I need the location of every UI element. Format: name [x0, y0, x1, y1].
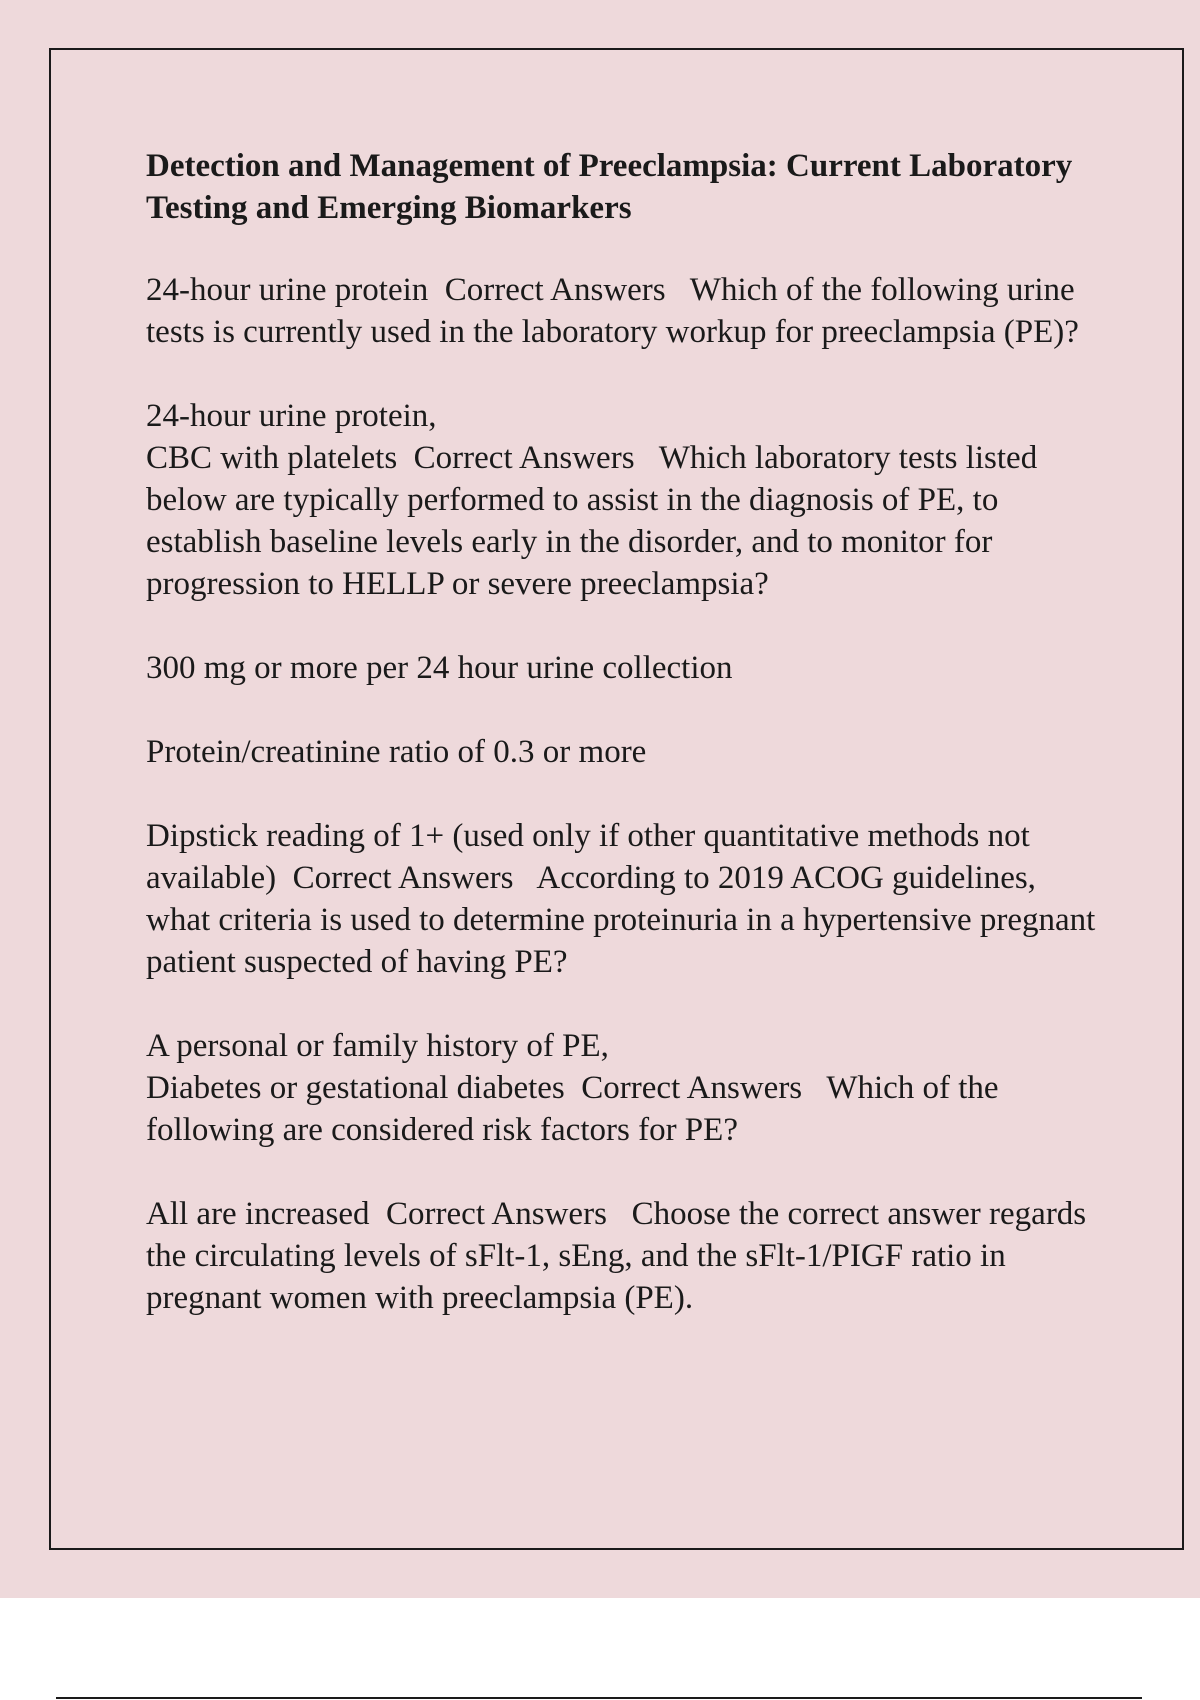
- qa-entry-5: [146, 1193, 1106, 1319]
- question-text: Which of the following are considered risk factors for PE?: [146, 1070, 1007, 1148]
- answer-text: 24-hour urine protein: [146, 272, 429, 308]
- question-text: Which laboratory tests listed below are typically performed to assist in the diagnosis of PE, to establish baseline levels early in the disorder, and to monitor for progression to HELLP or severe preeclampsia?: [146, 440, 1046, 602]
- question-text: Choose the correct answer regards the circulating levels of sFlt-1, sEng, and the sFlt-1/PIGF ratio in pregnant women with preeclampsia (PE).: [146, 1196, 1095, 1316]
- correct-answers-label: Correct Answers: [581, 1070, 803, 1106]
- document-title: Detection and Management of Preeclampsia: Current Laboratory Testing and Emerging Biomarkers: [146, 148, 1073, 226]
- answer-line: 300 mg or more per 24 hour urine collection: [146, 650, 733, 686]
- answer-text: A personal or family history of PE, Diabetes or gestational diabetes: [146, 1028, 609, 1106]
- qa-entry-4: [146, 1025, 1106, 1151]
- question-text: According to 2019 ACOG guidelines, what criteria is used to determine proteinuria in a hypertensive pregnant patient suspected of having PE?: [146, 860, 1104, 980]
- correct-answers-label: Correct Answers: [386, 1196, 607, 1232]
- document-content: [146, 145, 1106, 1361]
- correct-answers-label: Correct Answers: [292, 860, 514, 896]
- answer-line: Protein/creatinine ratio of 0.3 or more: [146, 734, 647, 770]
- answer-text: 24-hour urine protein, CBC with platelets: [146, 398, 437, 476]
- footer-divider: [56, 1697, 1142, 1699]
- answer-text: Dipstick reading of 1+ (used only if other quantitative methods not available): [146, 818, 1039, 896]
- qa-entry-3: [146, 815, 1106, 983]
- qa-entry-2: [146, 395, 1106, 605]
- qa-entry-1: [146, 269, 1106, 353]
- answer-text: All are increased: [146, 1196, 370, 1232]
- correct-answers-label: Correct Answers: [444, 272, 666, 308]
- question-text: Which of the following urine tests is currently used in the laboratory workup for preeclampsia (PE)?: [146, 272, 1083, 350]
- correct-answers-label: Correct Answers: [413, 440, 635, 476]
